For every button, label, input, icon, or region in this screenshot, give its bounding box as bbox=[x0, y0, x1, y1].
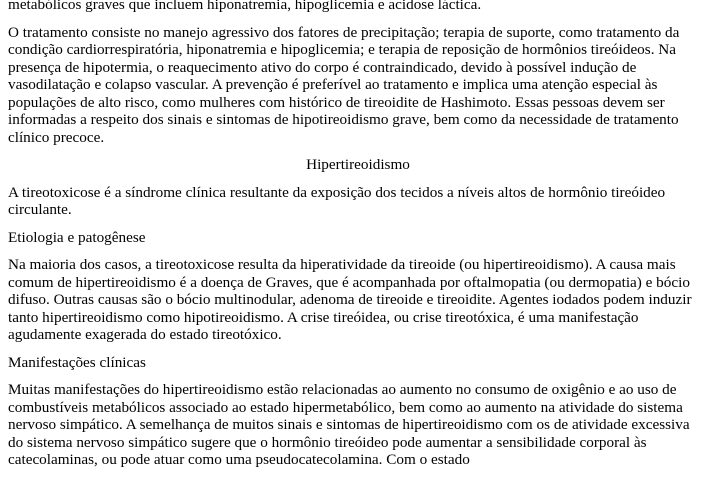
document-page bbox=[8, 0, 708, 479]
section-title: Hipertireoidismo bbox=[306, 156, 410, 173]
paragraph-etiology: Na maioria dos casos, a tireotoxicose resulta da hiperatividade da tireoide (ou hipertireoidismo). A causa mais comum de hipertireoidismo é a doença de Graves, que é acompanhada por oftalmopatia (ou dermopatia) e bócio difuso. Outras causas são o bócio multinodular, adenoma de tireoide e tireoidite. Agentes iodados podem induzir tanto hipertireoidismo como hipotireoidismo. A crise tireóidea, ou crise tireotóxica, é uma manifestação agudamente exagerada do estado tireotóxico. bbox=[8, 256, 692, 343]
subheading-manifestations: Manifestações clínicas bbox=[8, 353, 146, 371]
paragraph-intro-tail: metabólicos graves que incluem hiponatremia, hipoglicemia e acidose láctica. bbox=[8, 0, 482, 13]
paragraph-definition: A tireotoxicose é a síndrome clínica resultante da exposição dos tecidos a níveis altos de hormônio tireóideo circulante. bbox=[8, 183, 666, 218]
paragraph-manifestations: Muitas manifestações do hipertireoidismo estão relacionadas ao aumento no consumo de oxigênio e ao uso de combustíveis metabólicos associado ao estado hipermetabólico, bem como ao aumento na atividade do sistema nervoso simpático. A semelhança de muitos sinais e sintomas de hipertireoidismo com os de atividade excessiva do sistema nervoso simpático sugere que o hormônio tireóideo pode aumentar a sensibilidade corporal às catecolaminas, ou pode atuar como uma pseudocatecolamina. Com o estado bbox=[8, 381, 690, 468]
paragraph-treatment: O tratamento consiste no manejo agressivo dos fatores de precipitação; terapia de suporte, como tratamento da condição cardiorrespiratória, hiponatremia e hipoglicemia; e terapia de reposição de hormônios tireóideos. Na presença de hipotermia, o reaquecimento ativo do corpo é contraindicado, devido à possível indução de vasodilatação e colapso vascular. A prevenção é preferível ao tratamento e implica uma atenção especial às populações de alto risco, como mulheres com histórico de tireoidite de Hashimoto. Essas pessoas devem ser informadas a respeito dos sinais e sintomas de hipotireoidismo grave, bem como da necessidade de tratamento clínico precoce. bbox=[8, 23, 680, 146]
subheading-etiology: Etiologia e patogênese bbox=[8, 228, 146, 246]
